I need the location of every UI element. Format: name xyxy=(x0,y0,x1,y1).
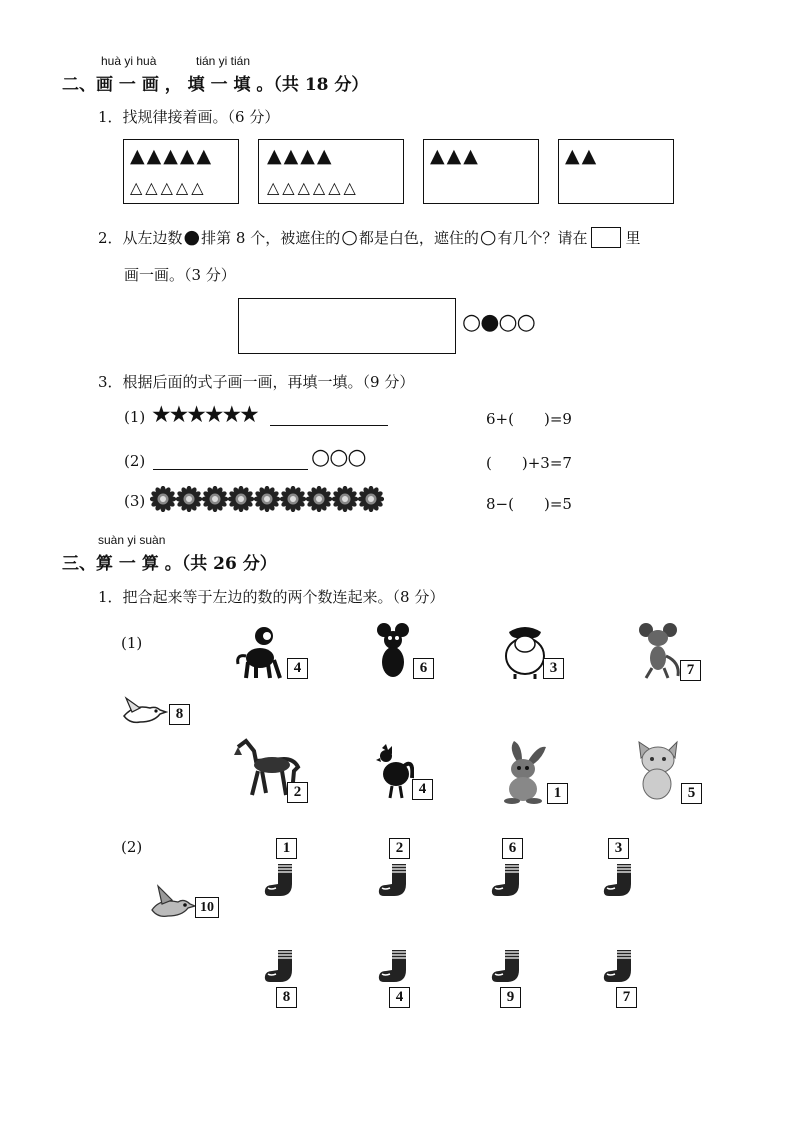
white-circle-icon: ○ xyxy=(341,226,358,248)
number-box: 6 xyxy=(502,838,523,859)
pattern-box-3[interactable] xyxy=(423,139,539,204)
number-box: 7 xyxy=(616,987,637,1008)
q3-text: 3．根据后面的式子画一画，再填一填。（9 分） xyxy=(98,373,415,391)
row2-num: (2) xyxy=(124,452,146,470)
pattern-box-2 xyxy=(258,139,404,204)
bird-icon xyxy=(148,884,196,924)
q2-text-a: 2．从左边数 xyxy=(98,228,183,247)
bird-number: 8 xyxy=(169,704,190,725)
sock-icon xyxy=(262,948,296,984)
number-box: 1 xyxy=(547,783,568,804)
number-box: 4 xyxy=(412,779,433,800)
pinyin-hua: huà yi huà xyxy=(101,54,157,68)
star-row: ★★★★★★ xyxy=(151,402,257,428)
number-box: 2 xyxy=(389,838,410,859)
sock-icon xyxy=(376,948,410,984)
rat-icon xyxy=(638,622,682,680)
answer-line[interactable] xyxy=(153,469,308,470)
flower-icon xyxy=(358,486,384,512)
row2-equation: ( )+3=7 xyxy=(486,454,572,472)
row1-equation: 6+( )=9 xyxy=(486,410,572,428)
number-box: 8 xyxy=(276,987,297,1008)
flower-icon xyxy=(150,486,176,512)
black-circle-icon: ● xyxy=(183,226,201,248)
sheep-icon xyxy=(503,622,547,680)
row3-num: (3) xyxy=(124,492,146,510)
number-box: 4 xyxy=(389,987,410,1008)
filled-triangles: ▲▲▲▲▲ xyxy=(130,145,214,167)
section2-title: 二、画 一 画 ， 填 一 填 。（共 18 分） xyxy=(62,75,369,95)
pinyin-tian: tián yi tián xyxy=(196,54,251,68)
flower-icon xyxy=(202,486,228,512)
row1-num: (1) xyxy=(124,408,146,426)
q2-text-c: 都是白色，遮住的 xyxy=(358,228,479,247)
circle-row: ○●○○ xyxy=(462,310,535,335)
cat-icon xyxy=(633,740,681,802)
number-box: 3 xyxy=(608,838,629,859)
monkey-icon xyxy=(234,624,286,680)
q2-line1 xyxy=(98,226,640,248)
section3-title: 三、算 一 算 。（共 26 分） xyxy=(62,554,277,574)
mouse-icon xyxy=(376,622,410,680)
number-box: 7 xyxy=(680,660,701,681)
q2-text-e: 里 xyxy=(625,228,641,247)
flower-icon xyxy=(306,486,332,512)
flower-icon xyxy=(228,486,254,512)
number-box: 4 xyxy=(287,658,308,679)
flower-icon xyxy=(280,486,306,512)
pinyin-suan: suàn yi suàn xyxy=(98,533,166,547)
q1-text: 1．找规律接着画。（6 分） xyxy=(98,108,280,126)
sock-icon xyxy=(262,862,296,898)
sock-icon xyxy=(376,862,410,898)
pattern-box-1 xyxy=(123,139,239,204)
row3-equation: 8−( )=5 xyxy=(486,495,572,513)
s3q1-text: 1．把合起来等于左边的数的两个数连起来。（8 分） xyxy=(98,588,445,606)
flower-icon xyxy=(176,486,202,512)
number-box: 5 xyxy=(681,783,702,804)
part2-label: (2) xyxy=(121,838,143,856)
filled-triangles: ▲▲▲▲ xyxy=(267,145,334,167)
white-circle-icon: ○ xyxy=(479,226,497,248)
flower-icon xyxy=(254,486,280,512)
sock-icon xyxy=(489,948,523,984)
hollow-triangles: △△△△△△ xyxy=(267,178,359,197)
q2-line2: 画一画。（3 分） xyxy=(124,266,236,284)
filled-triangles: ▲▲ xyxy=(565,145,599,167)
filled-triangles: ▲▲▲ xyxy=(430,145,480,167)
answer-box[interactable] xyxy=(238,298,456,354)
flower-row xyxy=(150,486,385,514)
rooster-icon xyxy=(376,744,414,800)
part1-label: (1) xyxy=(121,634,143,652)
bird-icon xyxy=(120,694,168,730)
number-box: 3 xyxy=(543,658,564,679)
q2-text-b: 排第 8 个，被遮住的 xyxy=(201,228,341,247)
flower-icon xyxy=(332,486,358,512)
number-box: 2 xyxy=(287,782,308,803)
pattern-box-4[interactable] xyxy=(558,139,674,204)
circle-row: ○○○ xyxy=(311,445,366,470)
sock-icon xyxy=(489,862,523,898)
bird-number: 10 xyxy=(195,897,219,918)
sock-icon xyxy=(601,862,635,898)
q2-text-d: 有几个？请在 xyxy=(497,228,588,247)
sock-icon xyxy=(601,948,635,984)
rabbit-icon xyxy=(498,739,548,805)
answer-line[interactable] xyxy=(270,425,388,426)
number-box: 6 xyxy=(413,658,434,679)
hollow-triangles: △△△△△ xyxy=(130,178,207,197)
number-box: 1 xyxy=(276,838,297,859)
number-box: 9 xyxy=(500,987,521,1008)
square-box-icon xyxy=(591,227,621,248)
